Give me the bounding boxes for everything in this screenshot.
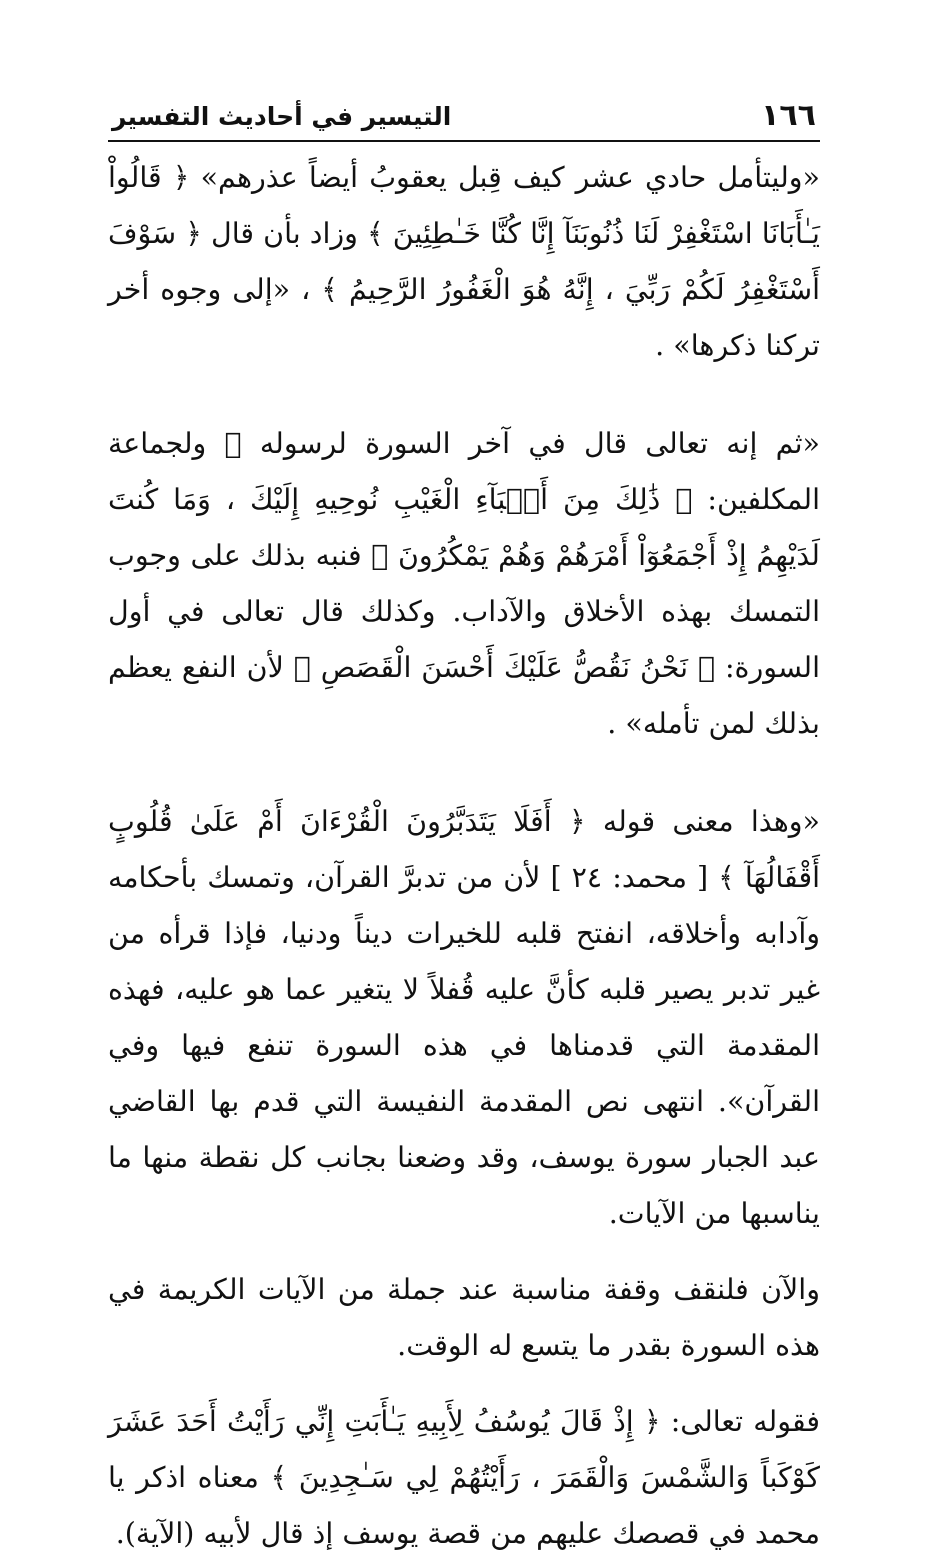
paragraph-2: «ثم إنه تعالى قال في آخر السورة لرسوله ﷺ ولجماعة المكلفين: ﴿ ذَٰلِكَ مِنَ أَنۢبَآءِ الْغَيْبِ نُوحِيهِ إِلَيْكَ ، وَمَا كُنتَ لَدَيْهِمُ إِذْ أَجْمَعُوٓاْ أَمْرَهُمْ وَهُمْ يَمْكُرُونَ ﴾ فنبه بذلك على وجوب التمسك بهذه الأخلاق والآداب. وكذلك قال تعالى في أول السورة: ﴿ نَحْنُ نَقُصُّ عَلَيْكَ أَحْسَنَ الْقَصَصِ ﴾ لأن النفع يعظم بذلك لمن تأمله» .	[108, 427, 820, 740]
running-title: التيسير في أحاديث التفسير	[112, 102, 452, 131]
paragraph-5: فقوله تعالى: ﴿ إِذْ قَالَ يُوسُفُ لِأَبِيهِ يَـٰأَبَتِ إِنِّي رَأَيْتُ أَحَدَ عَشَرَ كَوْكَباً وَالشَّمْسَ وَالْقَمَرَ ، رَأَيْتُهُمْ لِي سَـٰجِدِينَ ﴾ معناه اذكر يا محمد في قصصك عليهم من قصة يوسف إذ قال لأبيه (الآية).	[108, 1405, 820, 1550]
page-body	[108, 150, 820, 1562]
paragraph-3: «وهذا معنى قوله ﴿ أَفَلَا يَتَدَبَّرُونَ الْقُرْءَانَ أَمْ عَلَىٰ قُلُوبٍ أَقْفَالُهَآ ﴾ [ محمد: ٢٤ ] لأن من تدبرَّ القرآن، وتمسك بأحكامه وآدابه وأخلاقه، انفتح قلبه للخيرات ديناً ودنيا، فإذا قرأه من غير تدبر يصير قلبه كأنَّ عليه قُفلاً لا يتغير عما هو عليه، فهذه المقدمة التي قدمناها في هذه السورة تنفع فيها وفي القرآن». انتهى نص المقدمة النفيسة التي قدم بها القاضي عبد الجبار سورة يوسف، وقد وضعنا بجانب كل نقطة منها ما يناسبها من الآيات.	[108, 805, 821, 1230]
page-number: ١٦٦	[761, 98, 816, 133]
header-divider	[108, 140, 820, 142]
page-header	[108, 98, 820, 138]
paragraph-1: «وليتأمل حادي عشر كيف قِبل يعقوبُ أيضاً عذرهم» ﴿ قَالُواْ يَـٰأَبَانَا اسْتَغْفِرْ لَنَا ذُنُوبَنَآ إِنَّا كُنَّا خَـٰطِئِينَ ﴾ وزاد بأن قال ﴿ سَوْفَ أَسْتَغْفِرُ لَكُمْ رَبِّيَ ، إِنَّهُ هُوَ الْغَفُورُ الرَّحِيمُ ﴾ ، «إلى وجوه أخر تركنا ذكرها» .	[108, 161, 820, 362]
paragraph-4: والآن فلنقف وقفة مناسبة عند جملة من الآيات الكريمة في هذه السورة بقدر ما يتسع له الوقت.	[108, 1273, 820, 1362]
